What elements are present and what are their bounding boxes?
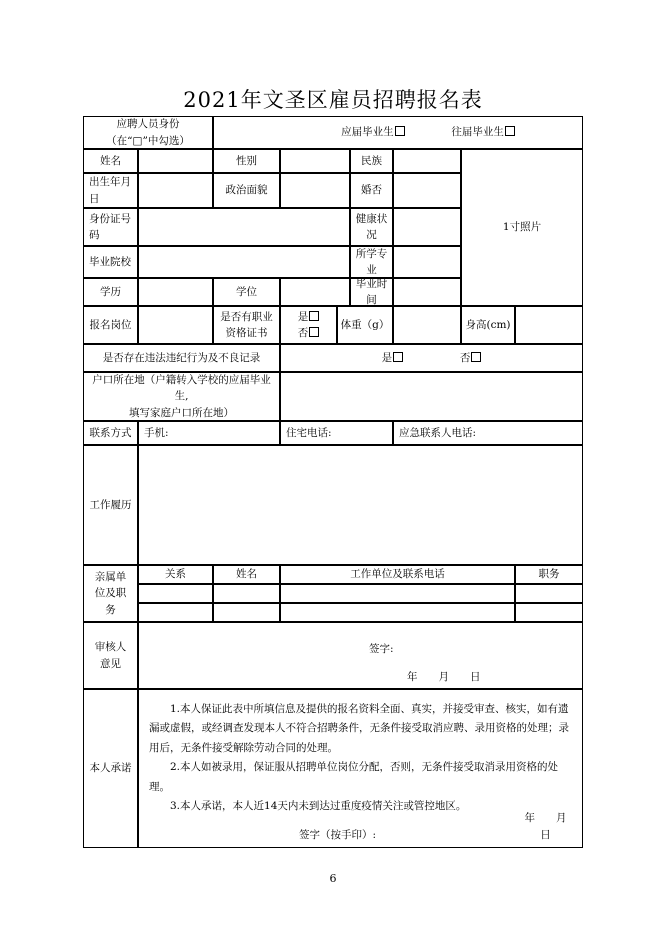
gender-label: 性别 [213,149,280,173]
violation-yes-label: 是 [381,351,393,364]
gradtime-label: 毕业时间 [350,278,393,306]
violation-no-label: 否 [459,351,471,364]
relatives-row-1-title[interactable] [515,584,583,603]
idcard-label: 身份证号码 [83,208,138,246]
marital-label: 婚否 [350,173,393,208]
hukou-label: 户口所在地（户籍转入学校的应届毕业生, [92,374,271,403]
review-label: 审核人意见 [83,622,138,689]
height-label: 身高(cm) [461,306,515,344]
degree-field[interactable] [280,278,350,306]
review-signature: 签字: [369,643,394,655]
review-field[interactable] [138,622,583,689]
gender-field[interactable] [280,149,350,173]
ethnicity-label: 民族 [350,149,393,173]
education-field[interactable] [138,278,213,306]
pledge-text [149,700,574,817]
cert-no-checkbox[interactable] [309,327,319,337]
name-label: 姓名 [83,149,138,173]
birth-field[interactable] [138,173,213,208]
relatives-header-title: 职务 [515,565,583,584]
contact-label: 联系方式 [83,421,138,445]
emergency-phone-field[interactable]: 应急联系人电话: [393,421,583,445]
work-history-field[interactable] [138,445,583,565]
weight-field[interactable] [393,306,461,344]
health-field[interactable] [393,208,461,246]
registration-form-table [83,116,588,848]
major-field[interactable] [393,246,461,278]
past-graduate-checkbox[interactable] [505,126,515,136]
cert-no-label: 否 [297,327,309,339]
relatives-row-2-employer[interactable] [280,603,515,622]
past-graduate-option: 往届毕业生 [451,126,504,139]
position-label: 报名岗位 [83,306,138,344]
height-field[interactable] [515,306,583,344]
birth-label: 出生年月日 [83,173,138,208]
relatives-row-2-relation[interactable] [138,603,213,622]
marital-field[interactable] [393,173,461,208]
pledge-item-2: 2.本人如被录用，保证服从招聘单位岗位分配，否则，无条件接受取消录用资格的处理。 [149,761,559,793]
cert-options [280,306,337,344]
relatives-row-1-employer[interactable] [280,584,515,603]
violation-yes-checkbox[interactable] [393,352,403,362]
identity-label: 应聘人员身份 [116,118,180,131]
relatives-row-2-title[interactable] [515,603,583,622]
relatives-row-1-name[interactable] [213,584,280,603]
idcard-field[interactable] [138,208,350,246]
cert-yes-checkbox[interactable] [309,311,319,321]
hukou-label-hint: 填写家庭户口所在地） [129,406,234,419]
pledge-content [138,689,588,848]
relatives-label: 亲属单位及职务 [83,565,138,622]
relatives-row-2-name[interactable] [213,603,280,622]
relatives-header-employer: 工作单位及联系电话 [280,565,515,584]
hukou-field[interactable] [280,372,583,421]
education-label: 学历 [83,278,138,306]
mobile-field[interactable]: 手机: [138,421,280,445]
political-label: 政治面貌 [213,173,280,208]
political-field[interactable] [280,173,350,208]
fresh-graduate-checkbox[interactable] [395,126,405,136]
school-field[interactable] [138,246,350,278]
pledge-signature: 签字（按手印）: [299,828,377,841]
violation-options [280,344,583,372]
identity-label-hint: （在“□”中勾选） [106,134,190,147]
gradtime-field[interactable] [393,278,461,306]
cert-label: 是否有职业资格证书 [213,306,280,344]
position-field[interactable] [138,306,213,344]
violation-no-checkbox[interactable] [471,352,481,362]
pledge-date: 年 月 日 [524,812,588,841]
form-title: 2021年文圣区雇员招聘报名表 [183,88,483,112]
fresh-graduate-option: 应届毕业生 [341,126,394,139]
relatives-header-relation: 关系 [138,565,213,584]
violation-label: 是否存在违法违纪行为及不良记录 [83,344,280,372]
pledge-item-3: 3.本人承诺，本人近14天内未到达过重度疫情关注或管控地区。 [170,800,467,813]
health-label: 健康状况 [350,208,393,246]
name-field[interactable] [138,149,213,173]
page-number: 6 [329,872,337,885]
ethnicity-field[interactable] [393,149,461,173]
pledge-item-1: 1.本人保证此表中所填信息及提供的报名资料全面、真实，并接受审查、核实，如有遗漏或虚假，或经调查发现本人不符合招聘条件，无条件接受取消应聘、录用资格的处理；录用后，无条件接受解除劳动合同的处理。 [149,703,569,754]
identity-options-cell [213,116,583,149]
weight-label: 体重（g） [337,306,393,344]
school-label: 毕业院校 [83,246,138,278]
work-history-label: 工作履历 [83,445,138,565]
major-label: 所学专业 [350,246,393,278]
hukou-label-cell [83,372,280,421]
relatives-row-1-relation[interactable] [138,584,213,603]
degree-label: 学位 [213,278,280,306]
pledge-label: 本人承诺 [83,689,138,848]
review-date: 年 月 日 [407,671,481,683]
home-phone-field[interactable]: 住宅电话: [280,421,393,445]
photo-cell[interactable]: 1寸照片 [461,149,583,306]
identity-label-cell [83,116,213,149]
cert-yes-label: 是 [297,310,309,323]
relatives-header-name: 姓名 [213,565,280,584]
